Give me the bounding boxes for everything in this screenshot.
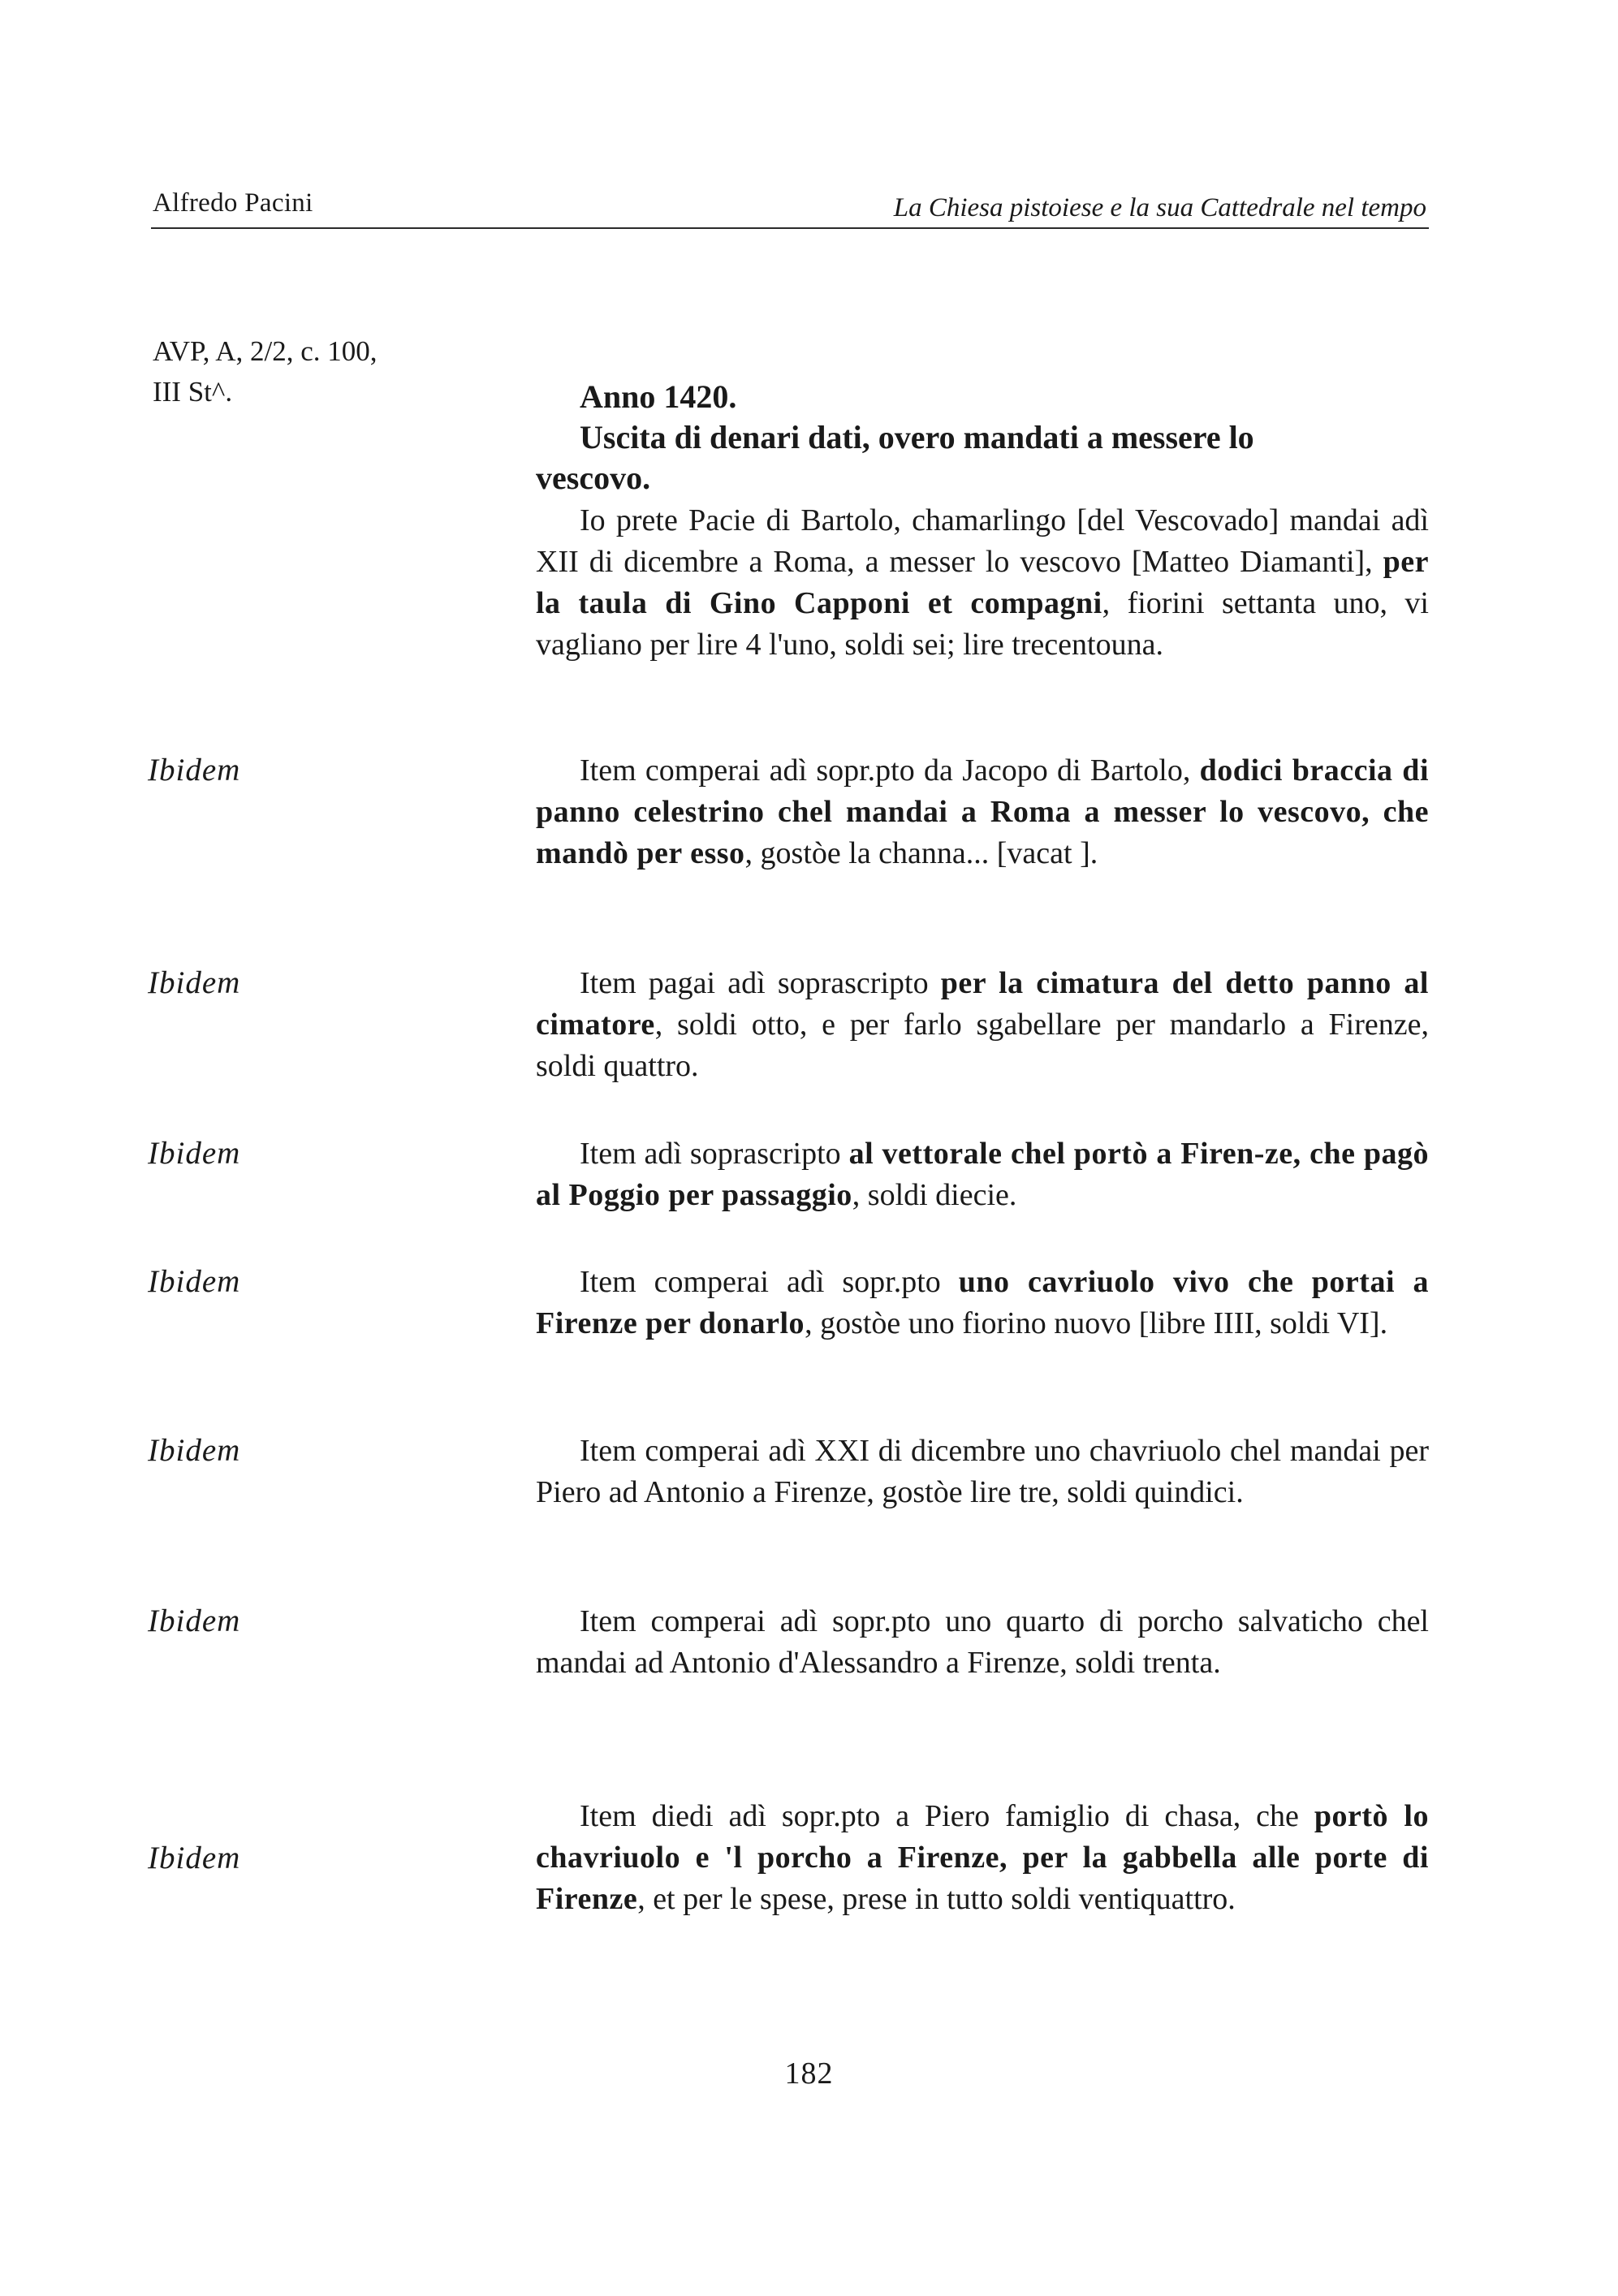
source-reference bbox=[153, 331, 477, 412]
entry-text: , fiorini settanta uno, vi vagliano per lire 4 l'uno, soldi sei; lire trecentouna. bbox=[536, 586, 1429, 662]
source-reference-line1: AVP, A, 2/2, c. 100, bbox=[153, 335, 378, 367]
margin-label-ibidem: Ibidem bbox=[148, 1136, 241, 1171]
entry-text: , soldi diecie. bbox=[852, 1178, 1017, 1212]
margin-label-ibidem: Ibidem bbox=[148, 1841, 241, 1875]
entry-text: Item comperai adì sopr.pto bbox=[580, 1265, 959, 1299]
entry-3 bbox=[536, 963, 1429, 1087]
running-header-author: Alfredo Pacini bbox=[153, 188, 313, 218]
header-rule bbox=[151, 227, 1429, 229]
entry-bold-text: dodici braccia di panno celestrino chel mandai a Roma a messer lo vescovo, che mandò per esso bbox=[536, 753, 1430, 870]
entry-bold-text: uno cavriuolo vivo che portai a Firenze per donarlo bbox=[536, 1265, 1429, 1340]
entry-text: Item comperai adì sopr.pto da Jacopo di Bartolo, bbox=[580, 753, 1200, 788]
entry-1 bbox=[536, 500, 1429, 666]
margin-label-ibidem: Ibidem bbox=[148, 1264, 241, 1299]
entry-text: Item diedi adì sopr.pto a Piero famiglio di chasa, che bbox=[580, 1799, 1314, 1833]
entry-bold-text: per la cimatura del detto panno al cimatore bbox=[536, 966, 1429, 1042]
entry-4 bbox=[536, 1133, 1429, 1216]
source-reference-line2: III St^. bbox=[153, 376, 233, 408]
entry-bold-text: al vettorale chel portò a Firen-ze, che pagò al Poggio per passaggio bbox=[536, 1137, 1430, 1212]
entry-text: , soldi otto, e per farlo sgabellare per mandarlo a Firenze, soldi quattro. bbox=[536, 1008, 1429, 1083]
margin-label-ibidem: Ibidem bbox=[148, 965, 241, 1000]
entry-text: , gostòe la channa... [vacat ]. bbox=[744, 836, 1098, 870]
entry-bold-text: per la taula di Gino Capponi et compagni bbox=[536, 545, 1429, 620]
margin-label-ibidem: Ibidem bbox=[148, 1603, 241, 1638]
entry-bold-text: portò lo chavriuolo e 'l porcho a Firenze, per la gabbella alle porte di Firenze bbox=[536, 1799, 1429, 1916]
margin-label-ibidem: Ibidem bbox=[148, 1433, 241, 1468]
running-header-title: La Chiesa pistoiese e la sua Cattedrale nel tempo bbox=[893, 193, 1426, 222]
entry-text: Item comperai adì sopr.pto uno quarto di porcho salvaticho chel mandai ad Antonio d'Alessandro a Firenze, soldi trenta. bbox=[536, 1604, 1429, 1680]
entry-text: , et per le spese, prese in tutto soldi ventiquattro. bbox=[637, 1882, 1236, 1916]
margin-label-ibidem: Ibidem bbox=[148, 753, 241, 788]
section-heading-line1: Uscita di denari dati, overo mandati a messere lo bbox=[580, 419, 1254, 455]
year-heading: Anno 1420. bbox=[580, 378, 737, 415]
entry-6 bbox=[536, 1431, 1429, 1513]
entry-7 bbox=[536, 1601, 1429, 1684]
page-number: 182 bbox=[784, 2056, 834, 2091]
entry-2 bbox=[536, 750, 1429, 874]
entry-text: Item adì soprascripto bbox=[580, 1137, 849, 1171]
entry-text: Item pagai adì soprascripto bbox=[580, 966, 941, 1000]
section-heading-line2: vescovo. bbox=[536, 460, 651, 496]
entry-8 bbox=[536, 1796, 1429, 1920]
entry-text: , gostòe uno fiorino nuovo [libre IIII, soldi VI]. bbox=[805, 1306, 1388, 1340]
entry-5 bbox=[536, 1262, 1429, 1344]
entry-text: Io prete Pacie di Bartolo, chamarlingo [del Vescovado] mandai adì XII di dicembre a Roma, a messer lo vescovo [Matteo Diamanti], bbox=[536, 503, 1429, 579]
entry-text: Item comperai adì XXI di dicembre uno chavriuolo chel mandai per Piero ad Antonio a Firenze, gostòe lire tre, soldi quindici. bbox=[536, 1434, 1429, 1509]
